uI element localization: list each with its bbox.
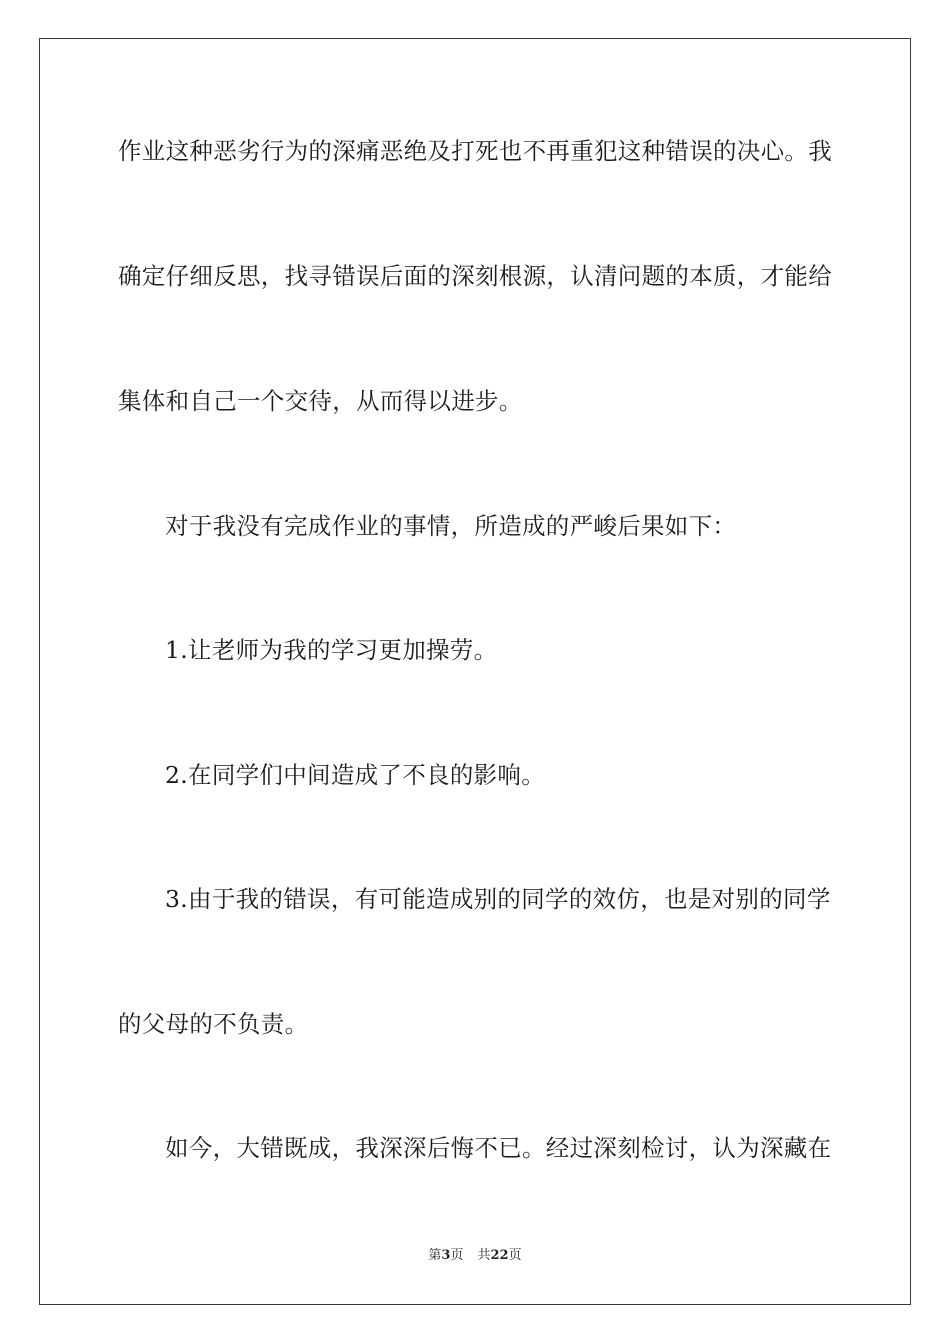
page-prefix: 第 (428, 1248, 442, 1263)
total-pages: 22 (490, 1248, 509, 1263)
total-suffix: 页 (508, 1248, 522, 1263)
paragraph-line: 作业这种恶劣行为的深痛恶绝及打死也不再重犯这种错误的决心。我 (118, 137, 832, 165)
page-footer (0, 1247, 950, 1265)
page-number: 3 (441, 1248, 451, 1263)
page-suffix: 页 (450, 1248, 464, 1263)
paragraph-line: 的父母的不负责。 (118, 1010, 309, 1038)
paragraph-line: 集体和自己一个交待，从而得以进步。 (118, 387, 523, 415)
paragraph-line: 确定仔细反思，找寻错误后面的深刻根源，认清问题的本质，才能给 (118, 262, 832, 290)
paragraph-line: 如今，大错既成，我深深后悔不已。经过深刻检讨，认为深藏在 (165, 1134, 832, 1162)
list-item: 1.让老师为我的学习更加操劳。 (165, 636, 498, 664)
total-prefix: 共 (477, 1248, 491, 1263)
list-item: 3.由于我的错误，有可能造成别的同学的效仿，也是对别的同学 (165, 885, 831, 913)
page-border (39, 38, 911, 1305)
list-item: 2.在同学们中间造成了不良的影响。 (165, 761, 546, 789)
paragraph-line: 对于我没有完成作业的事情，所造成的严峻后果如下： (165, 512, 737, 540)
